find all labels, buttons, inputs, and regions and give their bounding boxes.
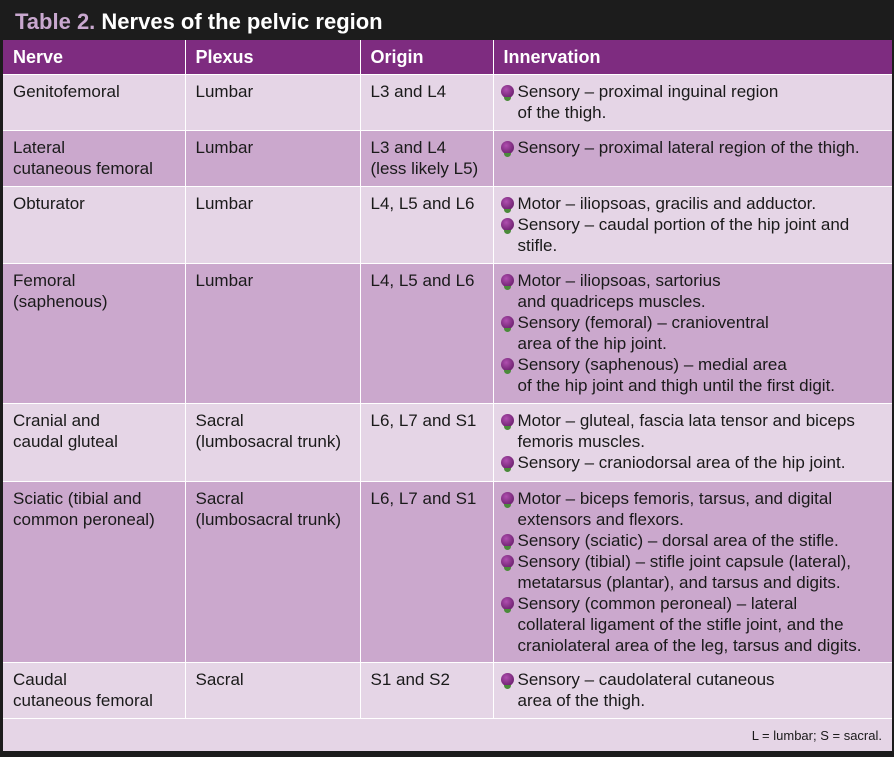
plexus-line: Lumbar [195, 271, 254, 290]
purple-flower-bullet-icon [501, 218, 514, 231]
innervation-line: Sensory – caudolateral cutaneous [517, 670, 775, 689]
innervation-item [500, 193, 889, 214]
innervation-line: Sensory – proximal lateral region of the thigh. [517, 138, 860, 157]
origin-cell [360, 187, 493, 264]
plexus-cell [185, 663, 360, 719]
innervation-line: and quadriceps muscles. [517, 292, 706, 311]
nerve-line: Sciatic (tibial and [13, 489, 142, 508]
table-row [3, 75, 892, 131]
nerve-line: Caudal [13, 670, 67, 689]
innervation-line: Sensory – caudal portion of the hip joint and [517, 215, 850, 234]
innervation-line: Sensory (femoral) – cranioventral [517, 313, 769, 332]
plexus-cell [185, 482, 360, 663]
footnote-row [3, 719, 892, 752]
purple-flower-bullet-icon [501, 555, 514, 568]
innervation-line: of the thigh. [517, 103, 607, 122]
purple-flower-bullet-icon [501, 274, 514, 287]
innervation-cell [493, 404, 892, 482]
innervation-line: area of the hip joint. [517, 334, 667, 353]
nerve-line: cutaneous femoral [13, 159, 153, 178]
table-row [3, 187, 892, 264]
origin-cell [360, 264, 493, 404]
table-row [3, 663, 892, 719]
origin-line: L3 and L4 [370, 82, 447, 101]
origin-cell [360, 131, 493, 187]
nerve-cell [3, 404, 185, 482]
origin-line: L6, L7 and S1 [370, 411, 477, 430]
innervation-line: Motor – gluteal, fascia lata tensor and biceps [517, 411, 855, 430]
table-row [3, 482, 892, 663]
footnote: L = lumbar; S = sacral. [3, 719, 892, 752]
header-plexus: Plexus [185, 40, 360, 75]
table-number: Table 2. [15, 8, 96, 34]
nerve-line: Cranial and [13, 411, 100, 430]
nerve-line: common peroneal) [13, 510, 155, 529]
innervation-item [500, 551, 889, 593]
header-nerve: Nerve [3, 40, 185, 75]
nerve-line: Obturator [13, 194, 85, 213]
plexus-line: Lumbar [195, 194, 254, 213]
nerve-cell [3, 187, 185, 264]
innervation-item [500, 410, 889, 452]
innervation-line: Sensory (sciatic) – dorsal area of the stifle. [517, 531, 839, 550]
table-title [3, 3, 892, 40]
innervation-cell [493, 482, 892, 663]
innervation-line: Motor – biceps femoris, tarsus, and digital [517, 489, 833, 508]
purple-flower-bullet-icon [501, 141, 514, 154]
innervation-line: Sensory (saphenous) – medial area [517, 355, 787, 374]
innervation-cell [493, 663, 892, 719]
header-origin: Origin [360, 40, 493, 75]
innervation-cell [493, 75, 892, 131]
table-row [3, 404, 892, 482]
nerve-line: (saphenous) [13, 292, 108, 311]
innervation-item [500, 270, 889, 312]
purple-flower-bullet-icon [501, 197, 514, 210]
innervation-line: of the hip joint and thigh until the first digit. [517, 376, 836, 395]
nerve-line: Lateral [13, 138, 65, 157]
innervation-item [500, 354, 889, 396]
nerve-cell [3, 663, 185, 719]
purple-flower-bullet-icon [501, 414, 514, 427]
innervation-item [500, 81, 889, 123]
plexus-cell [185, 187, 360, 264]
plexus-cell [185, 404, 360, 482]
innervation-line: Motor – iliopsoas, gracilis and adductor. [517, 194, 817, 213]
innervation-cell [493, 187, 892, 264]
plexus-line: Sacral [195, 670, 244, 689]
innervation-cell [493, 264, 892, 404]
nerve-cell [3, 264, 185, 404]
origin-cell [360, 663, 493, 719]
innervation-item [500, 137, 889, 158]
plexus-cell [185, 131, 360, 187]
innervation-line: Motor – iliopsoas, sartorius [517, 271, 721, 290]
origin-line: L4, L5 and L6 [370, 194, 475, 213]
nerves-data-table [3, 40, 892, 751]
innervation-line: extensors and flexors. [517, 510, 684, 529]
origin-line: L6, L7 and S1 [370, 489, 477, 508]
nerve-line: caudal gluteal [13, 432, 118, 451]
plexus-line: Sacral [195, 411, 244, 430]
table-row [3, 131, 892, 187]
nerve-cell [3, 482, 185, 663]
innervation-line: area of the thigh. [517, 691, 646, 710]
purple-flower-bullet-icon [501, 316, 514, 329]
innervation-line: Sensory (common peroneal) – lateral [517, 594, 798, 613]
purple-flower-bullet-icon [501, 85, 514, 98]
innervation-cell [493, 131, 892, 187]
innervation-line: craniolateral area of the leg, tarsus and digits. [517, 636, 862, 655]
nerve-line: Femoral [13, 271, 76, 290]
table-caption-text: Nerves of the pelvic region [101, 8, 383, 34]
plexus-cell [185, 75, 360, 131]
header-innervation: Innervation [493, 40, 892, 75]
purple-flower-bullet-icon [501, 358, 514, 371]
innervation-item [500, 312, 889, 354]
innervation-line: femoris muscles. [517, 432, 646, 451]
table-caption [95, 8, 383, 34]
origin-line: L4, L5 and L6 [370, 271, 475, 290]
innervation-item [500, 593, 889, 656]
innervation-item [500, 488, 889, 530]
nerve-cell [3, 75, 185, 131]
table-body [3, 75, 892, 719]
innervation-item [500, 530, 889, 551]
innervation-item [500, 669, 889, 711]
plexus-line: (lumbosacral trunk) [195, 432, 341, 451]
innervation-line: Sensory – proximal inguinal region [517, 82, 779, 101]
nerve-line: Genitofemoral [13, 82, 120, 101]
origin-cell [360, 404, 493, 482]
innervation-line: metatarsus (plantar), and tarsus and digits. [517, 573, 841, 592]
plexus-line: Sacral [195, 489, 244, 508]
purple-flower-bullet-icon [501, 597, 514, 610]
purple-flower-bullet-icon [501, 456, 514, 469]
innervation-line: Sensory – craniodorsal area of the hip joint. [517, 453, 846, 472]
nerve-line: cutaneous femoral [13, 691, 153, 710]
plexus-cell [185, 264, 360, 404]
header-row [3, 40, 892, 75]
nerve-cell [3, 131, 185, 187]
origin-cell [360, 482, 493, 663]
plexus-line: Lumbar [195, 82, 254, 101]
origin-line: (less likely L5) [370, 159, 479, 178]
innervation-item [500, 452, 889, 473]
purple-flower-bullet-icon [501, 492, 514, 505]
purple-flower-bullet-icon [501, 534, 514, 547]
innervation-item [500, 214, 889, 256]
origin-cell [360, 75, 493, 131]
purple-flower-bullet-icon [501, 673, 514, 686]
origin-line: S1 and S2 [370, 670, 450, 689]
innervation-line: collateral ligament of the stifle joint, and the [517, 615, 844, 634]
origin-line: L3 and L4 [370, 138, 447, 157]
table-row [3, 264, 892, 404]
plexus-line: Lumbar [195, 138, 254, 157]
plexus-line: (lumbosacral trunk) [195, 510, 341, 529]
innervation-line: stifle. [517, 236, 558, 255]
innervation-line: Sensory (tibial) – stifle joint capsule (lateral), [517, 552, 852, 571]
